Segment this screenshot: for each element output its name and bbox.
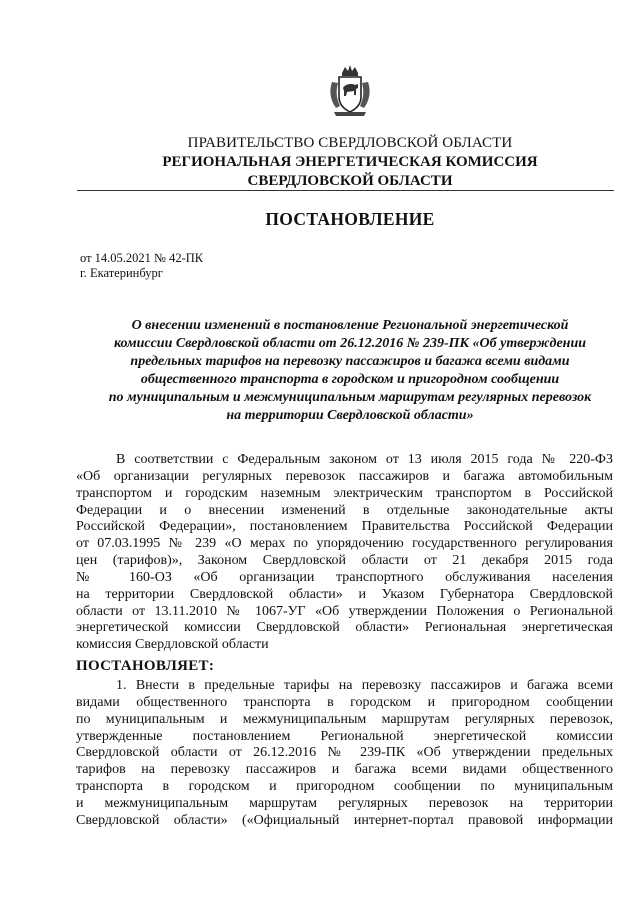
- title-line: предельных тарифов на перевозку пассажиров и багажа всеми видами: [130, 354, 570, 369]
- title-line: по муниципальным и межмуниципальным маршрутам регулярных перевозок: [108, 390, 592, 405]
- org-name-line1: ПРАВИТЕЛЬСТВО СВЕРДЛОВСКОЙ ОБЛАСТИ: [187, 135, 513, 151]
- document-city: г. Екатеринбург: [80, 266, 163, 280]
- paragraph-line: тарифов на перевозку пассажиров и багажа всеми видами общественного: [76, 762, 613, 778]
- clause-1-paragraph: [76, 678, 613, 830]
- title-line: общественного транспорта в городском и пригородном сообщении: [140, 372, 560, 387]
- paragraph-line: В соответствии с Федеральным законом от 13 июля 2015 года № 220-ФЗ: [116, 452, 613, 467]
- paragraph-line: Российской Федерации», постановлением Правительства Российской Федерации: [76, 519, 613, 535]
- paragraph-line: энергетической комиссии Свердловской области» Региональная энергетическая: [76, 620, 613, 636]
- paragraph-line: комиссия Свердловской области: [76, 637, 269, 653]
- paragraph-line: цен (тарифов)», Законом Свердловской области от 21 декабря 2015 года: [76, 553, 613, 569]
- document-title: [70, 317, 630, 425]
- org-name-line3: СВЕРДЛОВСКОЙ ОБЛАСТИ: [247, 173, 453, 189]
- coat-of-arms-icon: [328, 64, 372, 118]
- resolves-label: ПОСТАНОВЛЯЕТ:: [76, 658, 215, 674]
- paragraph-line: 1. Внести в предельные тарифы на перевозку пассажиров и багажа всеми: [116, 678, 613, 693]
- title-line: комиссии Свердловской области от 26.12.2016 № 239-ПК «Об утверждении: [113, 336, 587, 351]
- document-type: ПОСТАНОВЛЕНИЕ: [265, 209, 435, 229]
- title-line: О внесении изменений в постановление Региональной энергетической: [131, 318, 569, 333]
- title-line: на территории Свердловской области»: [226, 408, 474, 423]
- document-date-number: от 14.05.2021 № 42-ПК: [80, 251, 204, 265]
- paragraph-line: «Об организации регулярных перевозок пассажиров и багажа автомобильным: [76, 468, 613, 484]
- paragraph-line: области от 13.11.2010 № 1067-УГ «Об утверждении Положения о Региональной: [76, 603, 613, 619]
- org-name-line2: РЕГИОНАЛЬНАЯ ЭНЕРГЕТИЧЕСКАЯ КОМИССИЯ: [162, 154, 538, 170]
- paragraph-line: № 160-ОЗ «Об организации транспортного обслуживания населения: [76, 569, 613, 585]
- paragraph-line: по муниципальным и межмуниципальным маршрутам регулярных перевозок,: [76, 711, 613, 727]
- paragraph-line: транспортом и городским наземным электрическим транспортом в Российской: [76, 485, 613, 501]
- paragraph-line: видами общественного транспорта в городском и пригородном сообщении: [76, 694, 613, 710]
- paragraph-line: Свердловской области от 26.12.2016 № 239-ПК «Об утверждении предельных: [76, 745, 613, 761]
- header-divider: [77, 190, 614, 191]
- paragraph-line: транспорта в городском и пригородном сообщении по муниципальным: [76, 779, 613, 795]
- paragraph-line: от 07.03.1995 № 239 «О мерах по упорядочению государственного регулирования: [76, 536, 613, 552]
- paragraph-line: на территории Свердловской области» и Указом Губернатора Свердловской: [76, 586, 613, 602]
- preamble-paragraph: [76, 452, 613, 654]
- paragraph-line: Федерации и о внесении изменений в отдельные законодательные акты: [76, 502, 613, 518]
- paragraph-line: Свердловской области» («Официальный интернет-портал правовой информации: [76, 812, 613, 828]
- paragraph-line: утвержденные постановлением Региональной энергетической комиссии: [76, 728, 613, 744]
- paragraph-line: и межмуниципальным маршрутам регулярных перевозок на территории: [76, 795, 613, 811]
